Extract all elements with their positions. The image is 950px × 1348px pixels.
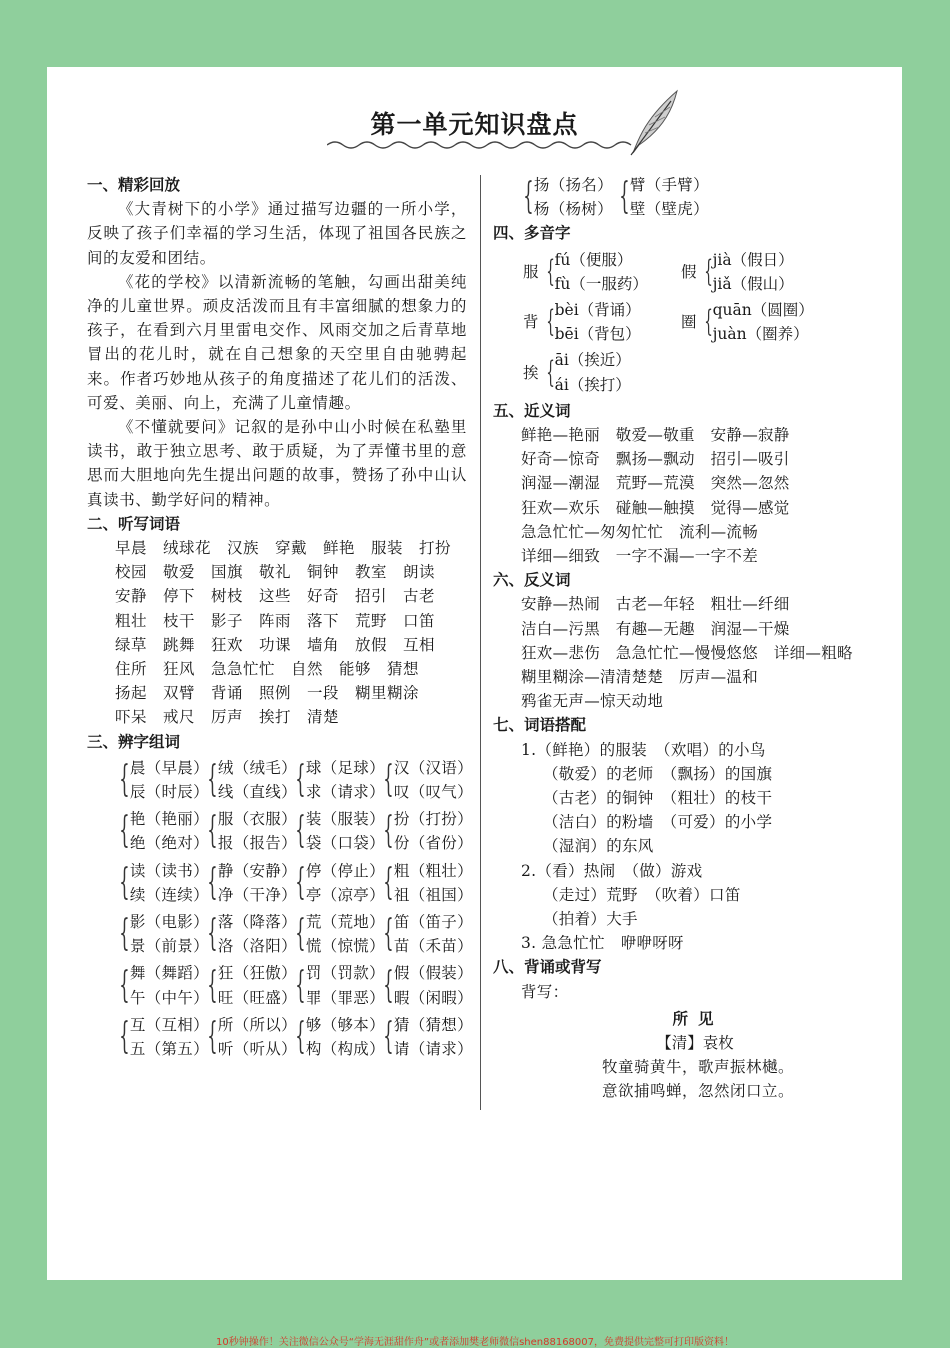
- char-group-item: 艳（艳丽）: [129, 810, 209, 829]
- char-group-item: 舞（舞蹈）: [129, 964, 209, 983]
- paragraph-2: 《花的学校》以清新流畅的笔触，勾画出甜美纯净的儿童世界。顽皮活泼而且有丰富细腻的想象力的孩子，在看到六月里雷电交作、风雨交加之后青草地冒出的花儿时，就在自己想象的天空里自由驰骋起来。作者巧妙地从孩子的角度描述了花儿们的活泼、可爱、美丽、向上，充满了儿童情趣。: [87, 272, 467, 412]
- antonym-row: 狂欢—悲伤 急急忙忙—慢慢悠悠 详细—粗略: [521, 643, 853, 662]
- synonym-row: 狂欢—欢乐 碰触—触摸 觉得—感觉: [521, 498, 790, 517]
- char-group-item: 午（中午）: [129, 988, 209, 1007]
- char-group-item: 罪（罪恶）: [305, 988, 385, 1007]
- char-group: { 臂（手臂） 壁（壁虎）: [613, 173, 709, 221]
- char-group: { 晨（早晨） 辰（时辰）: [113, 756, 201, 804]
- collocation-row: （敬爱）的老师 （飘扬）的国旗: [543, 764, 773, 783]
- char-group-item: 求（请求）: [305, 783, 385, 802]
- wavy-underline: [327, 139, 637, 151]
- char-group: { 扬（扬名） 杨（杨树）: [517, 173, 613, 221]
- char-group-item: 请（请求）: [393, 1040, 473, 1059]
- char-group-item: 绒（绒毛）: [217, 758, 297, 777]
- char-group-item: 罚（罚款）: [305, 964, 385, 983]
- dictation-row: 早晨 绒球花 汉族 穿戴 鲜艳 服装 打扮: [115, 539, 452, 558]
- char-group-row: [87, 1013, 473, 1061]
- synonym-row: 润湿—潮湿 荒野—荒漠 突然—忽然: [521, 474, 790, 493]
- section-heading-distinguish: 三、辨字组词: [87, 732, 181, 751]
- char-group-row: [87, 961, 473, 1009]
- char-group: { 荒（荒地） 慌（惊慌）: [289, 910, 377, 958]
- char-group-item: 笛（笛子）: [393, 913, 473, 932]
- char-group-item: 报（报告）: [217, 834, 297, 853]
- char-group-row: [87, 859, 473, 907]
- polyphone-reading: ái（挨打）: [554, 375, 631, 394]
- char-group: { 猜（猜想） 请（请求）: [377, 1013, 465, 1061]
- polyphone-row: [493, 348, 893, 396]
- section-heading-synonyms: 五、近义词: [493, 401, 571, 420]
- char-group-item: 静（安静）: [217, 861, 297, 880]
- char-group-item: 叹（叹气）: [393, 783, 473, 802]
- dictation-row: 绿草 跳舞 狂欢 功课 墙角 放假 互相: [115, 635, 436, 654]
- collocation-row: （拍着）大手: [543, 910, 638, 929]
- char-group-item: 祖（祖国）: [393, 885, 473, 904]
- char-group-row: [87, 807, 473, 855]
- antonym-row: 鸦雀无声—惊天动地: [521, 692, 664, 711]
- char-group-item: 辰（时辰）: [129, 783, 209, 802]
- char-group-item: 洛（洛阳）: [217, 937, 297, 956]
- worksheet-page: [47, 67, 902, 1280]
- section-heading-collocations: 七、词语搭配: [493, 716, 587, 735]
- antonym-row: 安静—热闹 古老—年轻 粗壮—纤细: [521, 595, 790, 614]
- polyphone-char: 圈: [681, 313, 697, 332]
- dictation-row: 吓呆 戒尺 厉声 挨打 清楚: [115, 708, 340, 727]
- polyphone-item: 假 { jià（假日） jiǎ（假山）: [681, 248, 839, 296]
- char-group-item: 荒（荒地）: [305, 913, 385, 932]
- polyphone-reading: jiǎ（假山）: [712, 274, 794, 293]
- polyphone-char: 背: [523, 313, 539, 332]
- char-group-item: 臂（手臂）: [629, 176, 709, 194]
- paragraph-1: 《大青树下的小学》通过描写边疆的一所小学，反映了孩子们幸福的学习生活，体现了祖国各民族之间的友爱和团结。: [87, 200, 467, 267]
- dictation-row: 扬起 双臂 背诵 照例 一段 糊里糊涂: [115, 684, 420, 703]
- section-heading-dictation: 二、听写词语: [87, 514, 181, 533]
- synonym-row: 好奇—惊奇 飘扬—飘动 招引—吸引: [521, 450, 790, 469]
- char-group-row-continued: [493, 173, 893, 221]
- char-group-item: 影（电影）: [129, 913, 209, 932]
- dictation-row: 住所 狂风 急急忙忙 自然 能够 猜想: [115, 660, 420, 679]
- char-group-item: 停（停止）: [305, 861, 385, 880]
- char-group-row: [87, 910, 473, 958]
- polyphone-reading: jià（假日）: [712, 250, 794, 269]
- char-group-item: 汉（汉语）: [393, 758, 473, 777]
- collocation-row: （古老）的铜钟 （粗壮）的枝干: [543, 789, 773, 808]
- char-group-item: 袋（口袋）: [305, 834, 385, 853]
- char-group: { 够（够本） 构（构成）: [289, 1013, 377, 1061]
- synonym-row: 急急忙忙—匆匆忙忙 流利—流畅: [521, 522, 759, 541]
- char-group-item: 粗（粗壮）: [393, 861, 473, 880]
- page-title: 第一单元知识盘点: [370, 110, 579, 139]
- poem-title: 所见: [672, 1009, 724, 1028]
- dictation-row: 安静 停下 树枝 这些 好奇 招引 古老: [115, 587, 436, 606]
- collocation-row: 2.（看）热闹 （做）游戏: [521, 861, 703, 880]
- antonym-row: 糊里糊涂—清清楚楚 厉声—温和: [521, 668, 759, 687]
- dictation-row: 校园 敬爱 国旗 敬礼 铜钟 教室 朗读: [115, 563, 436, 582]
- polyphone-reading: āi（挨近）: [554, 351, 631, 370]
- char-group: { 舞（舞蹈） 午（中午）: [113, 961, 201, 1009]
- poem-line: 牧童骑黄牛，歌声振林樾。: [601, 1058, 794, 1077]
- char-group-item: 扮（打扮）: [393, 810, 473, 829]
- char-group-item: 读（读书）: [129, 861, 209, 880]
- char-group-item: 净（干净）: [217, 885, 297, 904]
- char-group-item: 构（构成）: [305, 1040, 385, 1059]
- char-group-item: 暇（闲暇）: [393, 988, 473, 1007]
- section-heading-review: 一、精彩回放: [87, 176, 181, 194]
- poem-line: 意欲捕鸣蝉，忽然闭口立。: [601, 1082, 794, 1101]
- synonym-row: 鲜艳—艳丽 敬爱—敬重 安静—寂静: [521, 426, 790, 444]
- char-group-item: 杨（杨树）: [533, 200, 613, 219]
- char-group-item: 听（听从）: [217, 1040, 297, 1059]
- char-group: { 笛（笛子） 苗（禾苗）: [377, 910, 465, 958]
- collocation-row: （洁白）的粉墙 （可爱）的小学: [543, 813, 773, 832]
- char-group-item: 亭（凉亭）: [305, 885, 385, 904]
- char-group-item: 扬（扬名）: [533, 176, 613, 194]
- char-group-item: 慌（惊慌）: [305, 937, 385, 956]
- title-area: [47, 105, 902, 141]
- char-group: { 扮（打扮） 份（省份）: [377, 807, 465, 855]
- section-heading-recitation: 八、背诵或背写: [493, 958, 602, 977]
- char-group-item: 互（互相）: [129, 1015, 209, 1034]
- synonym-row: 详细—细致 一字不漏—一字不差: [521, 547, 759, 566]
- char-group-item: 线（直线）: [217, 783, 297, 802]
- char-group: { 艳（艳丽） 绝（绝对）: [113, 807, 201, 855]
- char-group-item: 苗（禾苗）: [393, 937, 473, 956]
- recitation-label: 背写：: [521, 982, 569, 1001]
- feather-quill-icon: [625, 87, 685, 157]
- polyphone-reading: bēi（背包）: [554, 325, 641, 344]
- char-group-item: 份（省份）: [393, 834, 473, 853]
- char-group: { 落（降落） 洛（洛阳）: [201, 910, 289, 958]
- right-column: [493, 173, 893, 1104]
- polyphone-char: 假: [681, 262, 697, 281]
- char-group: { 互（互相） 五（第五）: [113, 1013, 201, 1061]
- char-group-item: 够（够本）: [305, 1015, 385, 1034]
- char-group: { 读（读书） 续（连续）: [113, 859, 201, 907]
- footer-note: 10秒钟操作！关注微信公众号“学海无涯甜作舟”或者添加樊老师微信shen88168007，免费提供完整可打印版资料！: [215, 1337, 735, 1348]
- char-group: { 汉（汉语） 叹（叹气）: [377, 756, 465, 804]
- polyphone-item: 挨 { āi（挨近） ái（挨打）: [523, 348, 681, 396]
- char-group: { 服（衣服） 报（报告）: [201, 807, 289, 855]
- left-column: [87, 173, 473, 1064]
- polyphone-row: [493, 298, 893, 346]
- collocation-row: 3. 急急忙忙 咿咿呀呀: [521, 934, 684, 953]
- char-group-item: 壁（壁虎）: [629, 200, 709, 219]
- antonym-row: 洁白—污黑 有趣—无趣 润湿—干燥: [521, 619, 790, 638]
- char-group: { 假（假装） 暇（闲暇）: [377, 961, 465, 1009]
- char-group-item: 五（第五）: [129, 1040, 209, 1059]
- char-group-item: 球（足球）: [305, 758, 385, 777]
- section-heading-antonyms: 六、反义词: [493, 571, 571, 590]
- char-group-item: 服（衣服）: [217, 810, 297, 829]
- polyphone-item: 圈 { quān（圆圈） juàn（圈养）: [681, 298, 839, 346]
- polyphone-reading: fú（便服）: [554, 250, 633, 269]
- char-group-item: 所（所以）: [217, 1015, 297, 1034]
- char-group: { 停（停止） 亭（凉亭）: [289, 859, 377, 907]
- char-group-item: 绝（绝对）: [129, 834, 209, 853]
- poem-author: 【清】袁枚: [656, 1034, 734, 1053]
- dictation-row: 粗壮 枝干 影子 阵雨 落下 荒野 口笛: [115, 611, 436, 630]
- polyphone-item: 服 { fú（便服） fù（一服药）: [523, 248, 681, 296]
- char-group-item: 旺（旺盛）: [217, 988, 297, 1007]
- char-group-item: 假（假装）: [393, 964, 473, 983]
- char-group: { 绒（绒毛） 线（直线）: [201, 756, 289, 804]
- column-divider: [480, 175, 481, 1110]
- collocation-row: （湿润）的东风: [543, 837, 654, 856]
- collocation-row: 1.（鲜艳）的服装 （欢唱）的小鸟: [521, 740, 766, 759]
- char-group: { 影（电影） 景（前景）: [113, 910, 201, 958]
- char-group: { 狂（狂傲） 旺（旺盛）: [201, 961, 289, 1009]
- char-group: { 球（足球） 求（请求）: [289, 756, 377, 804]
- char-group: { 粗（粗壮） 祖（祖国）: [377, 859, 465, 907]
- char-group-row: [87, 756, 473, 804]
- collocation-row: （走过）荒野 （吹着）口笛: [543, 885, 741, 904]
- polyphone-reading: bèi（背诵）: [554, 301, 641, 319]
- char-group: { 装（服装） 袋（口袋）: [289, 807, 377, 855]
- char-group-item: 续（连续）: [129, 885, 209, 904]
- paragraph-3: 《不懂就要问》记叙的是孙中山小时候在私塾里读书，敢于独立思考、敢于质疑，为了弄懂书里的意思而大胆地向先生提出问题的故事，赞扬了孙中山认真读书、勤学好问的精神。: [87, 418, 467, 509]
- char-group-item: 晨（早晨）: [129, 758, 209, 777]
- char-group-item: 落（降落）: [217, 913, 297, 932]
- polyphone-reading: quān（圆圈）: [712, 301, 814, 319]
- polyphone-char: 挨: [523, 363, 539, 382]
- char-group: { 所（所以） 听（听从）: [201, 1013, 289, 1061]
- char-group: { 静（安静） 净（干净）: [201, 859, 289, 907]
- char-group-item: 狂（狂傲）: [217, 964, 297, 983]
- polyphone-char: 服: [523, 262, 539, 281]
- section-heading-polyphones: 四、多音字: [493, 224, 571, 243]
- char-group: { 罚（罚款） 罪（罪恶）: [289, 961, 377, 1009]
- char-group-item: 猜（猜想）: [393, 1015, 473, 1034]
- char-group-item: 装（服装）: [305, 810, 385, 829]
- polyphone-reading: juàn（圈养）: [712, 325, 809, 344]
- char-group-item: 景（前景）: [129, 937, 209, 956]
- polyphone-row: [493, 248, 893, 296]
- polyphone-reading: fù（一服药）: [554, 274, 648, 293]
- polyphone-item: 背 { bèi（背诵） bēi（背包）: [523, 298, 681, 346]
